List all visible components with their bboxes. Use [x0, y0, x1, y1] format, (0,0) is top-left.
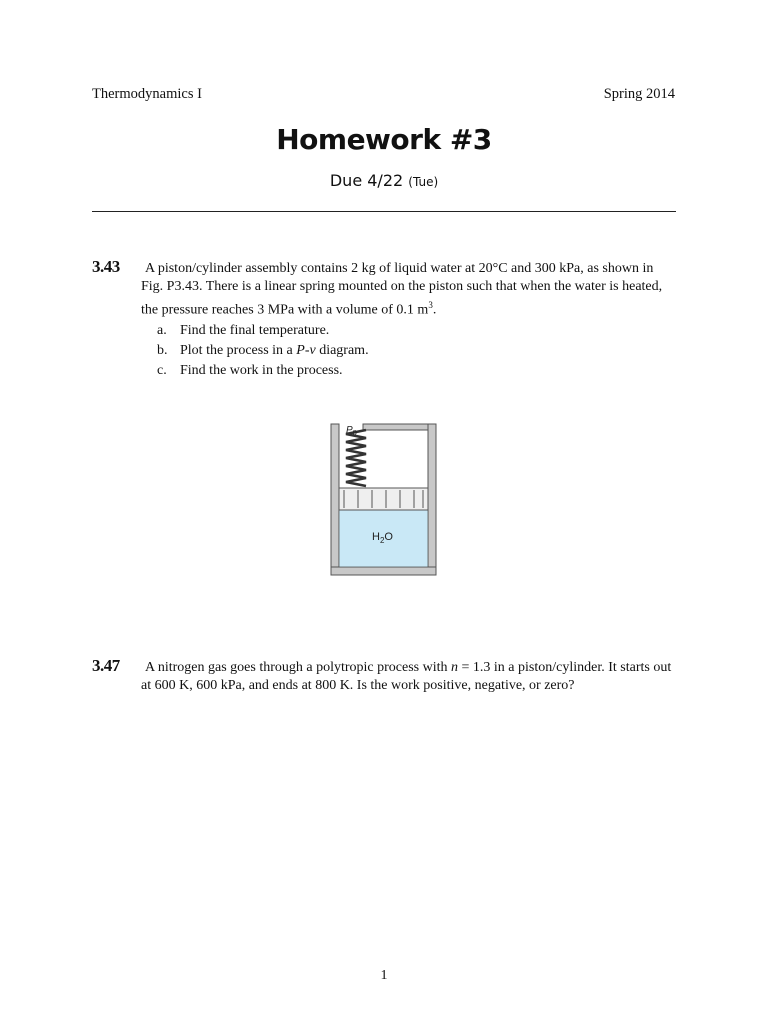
- sub-question-b: [157, 343, 369, 359]
- item-label: c.: [157, 363, 167, 378]
- sub-question-c: [157, 363, 343, 379]
- problem-line: the pressure reaches 3 MPa with a volume of 0.1 m: [141, 302, 429, 318]
- term-label: Spring 2014: [603, 86, 675, 102]
- top-plate: [363, 424, 428, 430]
- cylinder-right-wall: [428, 424, 436, 574]
- item-text-pre: Plot the process in a: [180, 343, 297, 358]
- problem-line-italic: n: [451, 660, 459, 675]
- item-label: a.: [157, 323, 167, 338]
- cylinder-left-wall: [331, 424, 339, 574]
- item-text-post: diagram.: [315, 343, 369, 358]
- cylinder-bottom: [331, 567, 436, 575]
- fluid-label: $H_2O$: [372, 531, 393, 545]
- problem-number: 3.43: [92, 257, 120, 276]
- header-divider: [92, 211, 676, 212]
- sub-question-a: [157, 323, 329, 339]
- problem-number: 3.47: [92, 656, 120, 675]
- problem-text: [141, 659, 686, 695]
- period: .: [432, 302, 437, 318]
- due-date: [0, 171, 768, 190]
- course-name: Thermodynamics I: [92, 86, 202, 102]
- page-title: Homework #3: [276, 123, 492, 156]
- linear-spring: [346, 430, 366, 486]
- problem-line-pre: A nitrogen gas goes through a polytropic process with: [145, 660, 452, 675]
- problem-line: at 600 K, 600 kPa, and ends at 800 K. Is the work positive, negative, or zero?: [141, 678, 575, 693]
- page-number: 1: [380, 968, 388, 983]
- due-date-main: Due 4/22: [329, 171, 404, 190]
- piston: [339, 488, 428, 510]
- item-text: Find the final temperature.: [180, 323, 330, 338]
- problem-text: [141, 260, 681, 320]
- piston-cylinder-figure: [320, 418, 450, 580]
- item-label: b.: [157, 343, 168, 358]
- item-text: Find the work in the process.: [180, 363, 343, 378]
- problem-line-post: = 1.3 in a piston/cylinder. It starts out: [458, 660, 672, 675]
- item-text-italic: P-v: [296, 343, 316, 358]
- problem-line: Fig. P3.43. There is a linear spring mounted on the piston such that when the water is heated,: [141, 279, 663, 294]
- due-date-day: (Tue): [408, 175, 439, 189]
- p0-label: $P_0$: [346, 425, 357, 437]
- problem-line: A piston/cylinder assembly contains 2 kg of liquid water at 20°C and 300 kPa, as shown in: [145, 261, 654, 276]
- superscript: 3: [428, 300, 433, 310]
